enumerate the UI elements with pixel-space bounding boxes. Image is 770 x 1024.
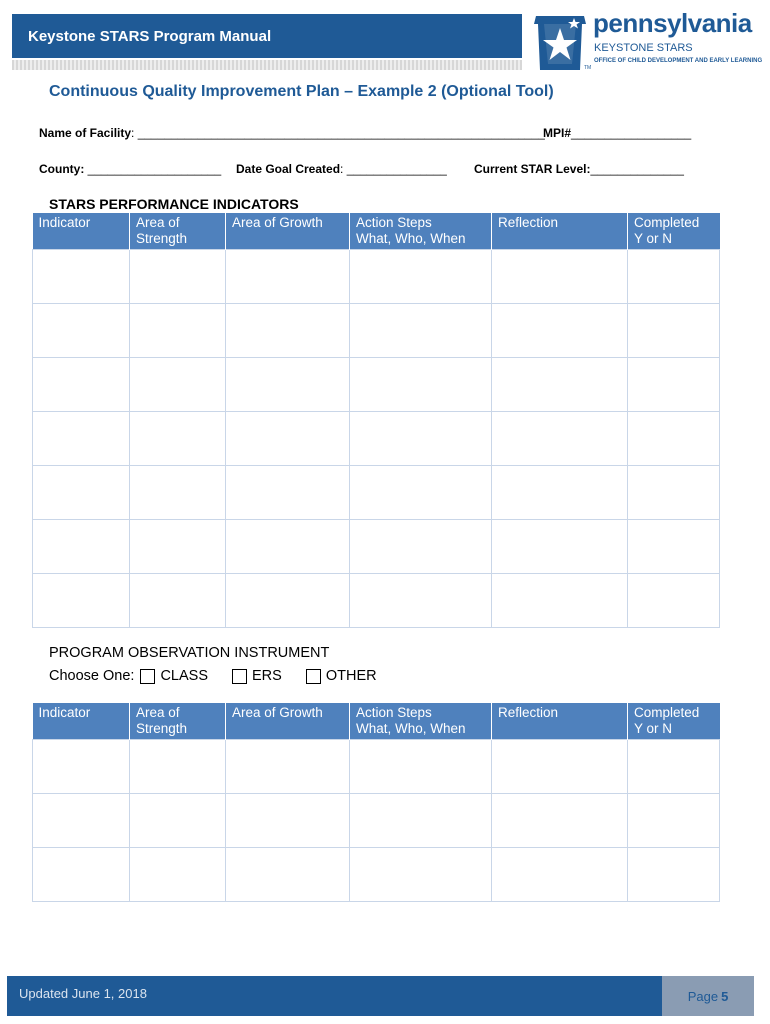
col-reflection: Reflection [492,213,628,250]
table-cell[interactable] [33,250,130,304]
table-cell[interactable] [226,848,350,902]
county-line [39,162,221,176]
table-row [33,794,720,848]
facility-field[interactable]: _____________________________________________________________ [134,126,545,140]
logo-wordmark: pennsylvania [593,8,752,38]
table-row [33,574,720,628]
performance-table [32,213,720,628]
col-completed: Completed Y or N [628,703,720,740]
table-cell[interactable] [226,250,350,304]
table-cell[interactable] [350,250,492,304]
observation-section-title: PROGRAM OBSERVATION INSTRUMENT [49,645,330,661]
table-cell[interactable] [350,358,492,412]
table-row [33,848,720,902]
table-cell[interactable] [628,412,720,466]
table-cell[interactable] [130,848,226,902]
table-cell[interactable] [33,574,130,628]
choose-one-label: Choose One: [49,668,135,684]
performance-header-row [33,213,720,250]
county-label: County: [39,162,85,176]
table-cell[interactable] [226,412,350,466]
table-cell[interactable] [492,250,628,304]
header-shadow [12,60,522,70]
table-cell[interactable] [130,466,226,520]
table-cell[interactable] [226,466,350,520]
table-cell[interactable] [130,358,226,412]
page-indicator [662,976,754,1016]
star-level-line [474,162,684,176]
table-row [33,520,720,574]
facility-line: Name of Facility: _____________________________________________________________ [39,126,545,140]
date-goal-field[interactable]: _______________ [343,162,447,176]
table-cell[interactable] [492,740,628,794]
other-checkbox[interactable] [306,669,321,684]
pennsylvania-logo [530,8,763,74]
table-row [33,250,720,304]
logo-trademark: TM [584,65,592,71]
manual-title-bar [12,14,522,58]
other-option-label: OTHER [325,668,377,684]
updated-date: Updated June 1, 2018 [19,986,147,1001]
class-checkbox[interactable] [140,669,155,684]
table-cell[interactable] [350,740,492,794]
logo-ocdel: OFFICE OF CHILD DEVELOPMENT AND EARLY LEARNING [594,58,763,64]
table-cell[interactable] [628,794,720,848]
table-cell[interactable] [130,574,226,628]
table-cell[interactable] [492,794,628,848]
mpi-field[interactable]: __________________ [571,126,692,140]
table-cell[interactable] [628,304,720,358]
county-field[interactable]: ____________________ [84,162,222,176]
date-goal-line: Date Goal Created: _______________ [236,162,447,176]
class-option-label: CLASS [160,668,209,684]
col-area-of-growth: Area of Growth [226,213,350,250]
col-indicator: Indicator [33,703,130,740]
table-cell[interactable] [492,848,628,902]
star-level-label: Current STAR Level: [474,162,591,176]
col-reflection: Reflection [492,703,628,740]
instrument-choice [49,668,395,684]
table-cell[interactable] [226,520,350,574]
facility-label: Name of Facility [39,126,132,140]
table-cell[interactable] [492,412,628,466]
table-cell[interactable] [33,740,130,794]
table-cell[interactable] [350,466,492,520]
table-cell[interactable] [492,574,628,628]
table-cell[interactable] [628,848,720,902]
table-cell[interactable] [350,848,492,902]
logo-keystone-stars: KEYSTONE STARS [594,42,693,54]
table-cell[interactable] [350,574,492,628]
table-cell[interactable] [33,848,130,902]
col-area-of-strength: Area of Strength [130,213,226,250]
col-indicator: Indicator [33,213,130,250]
col-area-of-growth: Area of Growth [226,703,350,740]
observation-header-row [33,703,720,740]
table-cell[interactable] [492,358,628,412]
performance-section-title: STARS PERFORMANCE INDICATORS [49,196,299,212]
table-cell[interactable] [226,358,350,412]
table-cell[interactable] [226,794,350,848]
table-cell[interactable] [350,520,492,574]
table-row [33,304,720,358]
footer-bar [7,976,754,1016]
col-area-of-strength: Area of Strength [130,703,226,740]
page-label: Page [687,988,719,1004]
mpi-label: MPI# [543,126,572,140]
table-cell[interactable] [130,304,226,358]
table-cell[interactable] [33,412,130,466]
table-cell[interactable] [33,794,130,848]
col-action-steps: Action Steps What, Who, When [350,213,492,250]
document-title: Continuous Quality Improvement Plan – Example 2 (Optional Tool) [49,83,554,100]
mpi-line [543,126,691,140]
table-row [33,466,720,520]
table-cell[interactable] [130,412,226,466]
table-cell[interactable] [492,466,628,520]
table-cell[interactable] [33,304,130,358]
table-cell[interactable] [350,304,492,358]
table-cell[interactable] [130,250,226,304]
table-cell[interactable] [33,358,130,412]
table-cell[interactable] [33,466,130,520]
table-cell[interactable] [226,304,350,358]
col-action-steps: Action Steps What, Who, When [350,703,492,740]
table-cell[interactable] [492,520,628,574]
observation-table [32,703,720,902]
table-cell[interactable] [628,520,720,574]
col-completed: Completed Y or N [628,213,720,250]
table-cell[interactable] [350,412,492,466]
table-cell[interactable] [130,794,226,848]
table-cell[interactable] [130,740,226,794]
keystone-star-icon [530,10,590,72]
ers-option-label: ERS [252,668,282,684]
table-cell[interactable] [628,250,720,304]
table-row [33,358,720,412]
table-cell[interactable] [492,304,628,358]
table-cell[interactable] [628,574,720,628]
star-level-field[interactable]: ______________ [590,162,684,176]
table-cell[interactable] [350,794,492,848]
table-row [33,412,720,466]
table-cell[interactable] [628,358,720,412]
table-cell[interactable] [130,520,226,574]
ers-checkbox[interactable] [232,669,247,684]
table-row [33,740,720,794]
table-cell[interactable] [226,740,350,794]
table-cell[interactable] [226,574,350,628]
table-cell[interactable] [628,740,720,794]
date-goal-label: Date Goal Created [236,162,341,176]
page-number: 5 [721,988,729,1004]
table-cell[interactable] [33,520,130,574]
manual-title: Keystone STARS Program Manual [28,27,272,45]
table-cell[interactable] [628,466,720,520]
